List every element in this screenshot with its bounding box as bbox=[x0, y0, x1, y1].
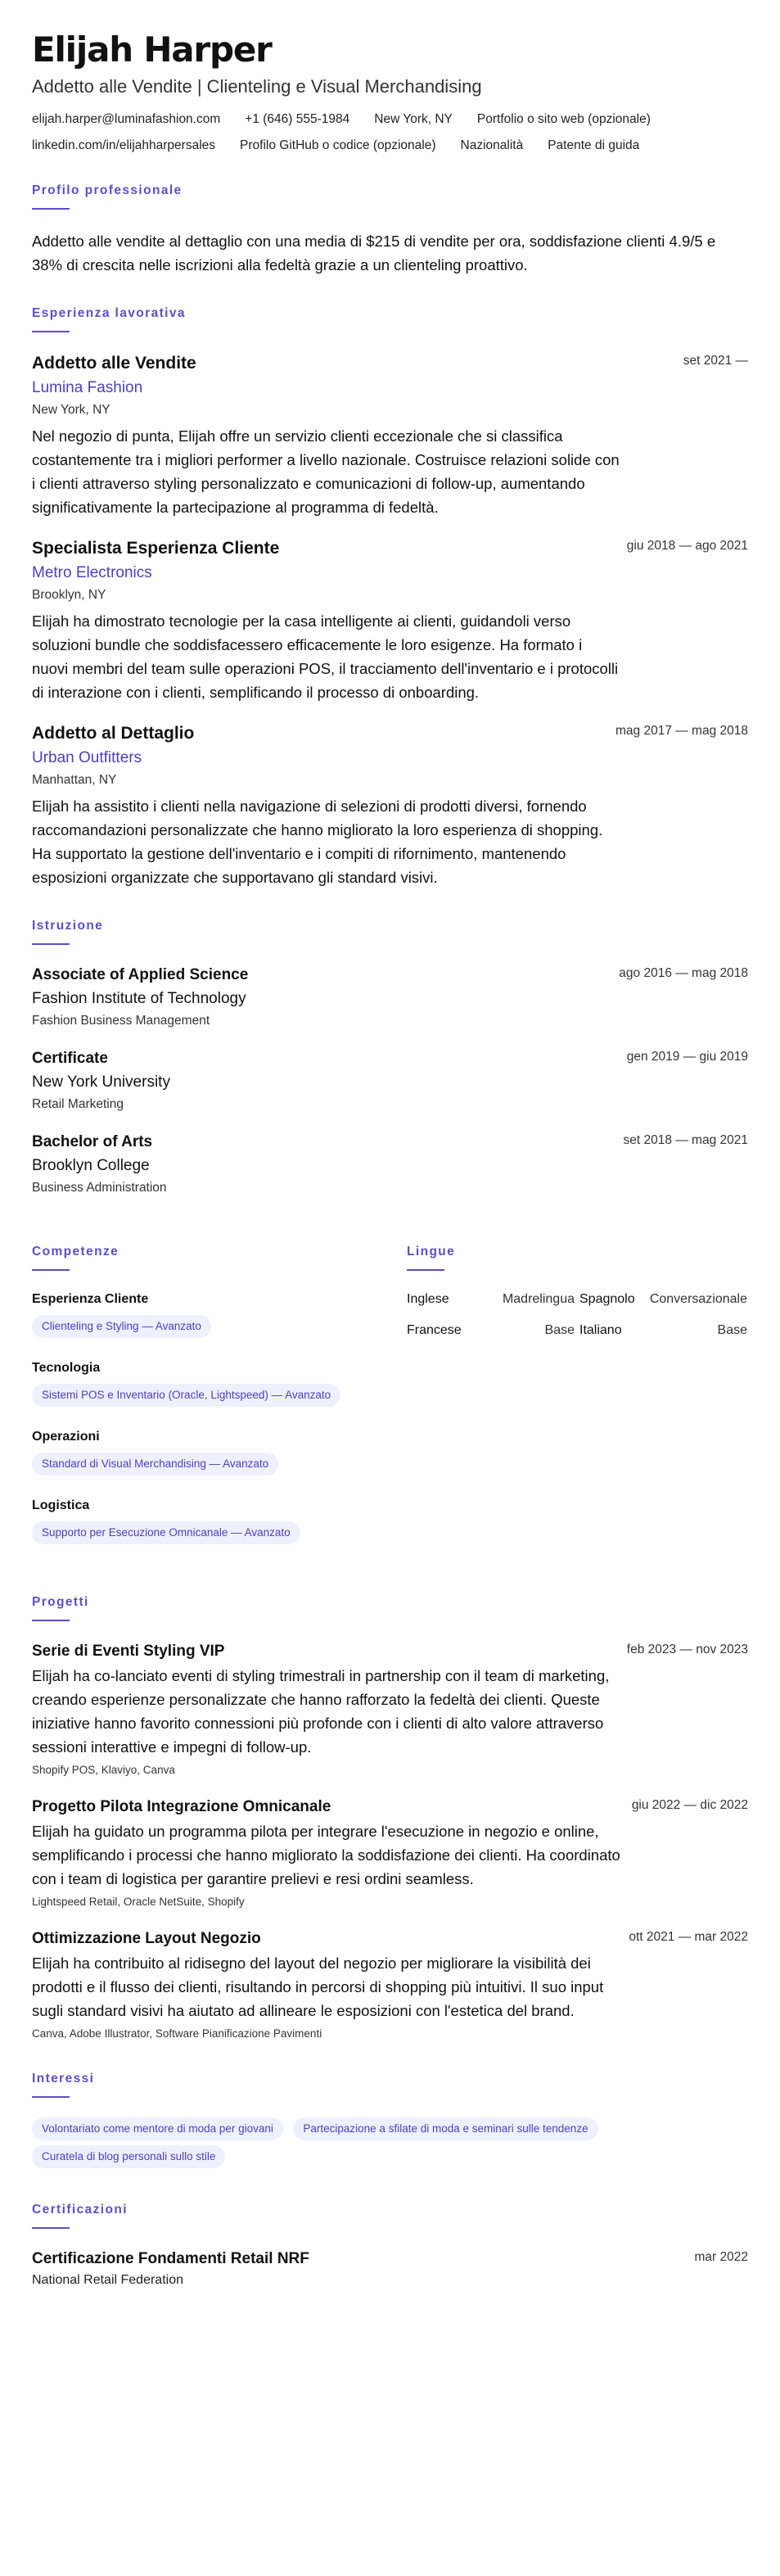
skill-tag: Supporto per Esecuzione Omnicanale — Avanzato bbox=[32, 1521, 300, 1544]
edu-dates: gen 2019 — giu 2019 bbox=[626, 1050, 748, 1064]
job-dates: set 2021 — bbox=[683, 354, 748, 368]
edu-school: New York University bbox=[32, 1073, 170, 1091]
job-title: Specialista Esperienza Cliente bbox=[32, 539, 280, 558]
contact-license: Patente di guida bbox=[548, 138, 640, 152]
edu-degree: Associate of Applied Science bbox=[32, 966, 249, 983]
job-location: New York, NY bbox=[32, 403, 110, 417]
interest-tag: Curatela di blog personali sullo stile bbox=[32, 2145, 225, 2168]
skill-group bbox=[32, 1290, 374, 1343]
job-dates: mag 2017 — mag 2018 bbox=[615, 724, 748, 738]
job-description: Elijah ha assistito i clienti nella navigazione di selezioni di prodotti diversi, fornendo raccomandazioni personalizzate che hanno migliorato la loro esperienza di shopping. Ha supportato la gestione dell'inventario e i compiti di rifornimento, mantenendo esposizioni organizzate che supportavano gli standard visivi. bbox=[32, 798, 603, 886]
edu-degree: Bachelor of Arts bbox=[32, 1133, 153, 1150]
project-title: Progetto Pilota Integrazione Omnicanale bbox=[32, 1798, 331, 1815]
project-entry bbox=[32, 1641, 748, 1778]
certification-entry bbox=[32, 2248, 748, 2289]
section-divider bbox=[32, 1620, 70, 1621]
skill-category: Esperienza Cliente bbox=[32, 1292, 149, 1306]
section-divider bbox=[32, 943, 70, 945]
contact-nationality: Nazionalità bbox=[460, 138, 524, 152]
language-item bbox=[579, 1290, 747, 1308]
section-heading-education: Istruzione bbox=[32, 919, 104, 933]
skill-tag: Standard di Visual Merchandising — Avanzato bbox=[32, 1453, 278, 1476]
language-name: Inglese bbox=[407, 1292, 449, 1306]
section-divider bbox=[32, 331, 70, 332]
section-heading-skills: Competenze bbox=[32, 1245, 119, 1259]
candidate-name: Elijah Harper bbox=[32, 29, 272, 70]
project-dates: giu 2022 — dic 2022 bbox=[631, 1798, 748, 1812]
language-level: Conversazionale bbox=[649, 1292, 747, 1306]
education-entry bbox=[32, 965, 748, 1030]
section-divider bbox=[32, 2096, 70, 2098]
candidate-title: Addetto alle Vendite | Clienteling e Visual Merchandising bbox=[32, 76, 482, 97]
certification-date: mar 2022 bbox=[694, 2250, 748, 2264]
language-item bbox=[407, 1322, 575, 1340]
certification-issuer: National Retail Federation bbox=[32, 2273, 183, 2287]
project-description: Elijah ha guidato un programma pilota per integrare l'esecuzione in negozio e online, semplificando i processi che hanno migliorato la soddisfazione dei clienti. Ha coordinato con i team di logistica per garantire prelievi e resi ordini seamless. bbox=[32, 1823, 620, 1887]
certification-title: Certificazione Fondamenti Retail NRF bbox=[32, 2250, 309, 2267]
edu-school: Brooklyn College bbox=[32, 1157, 150, 1174]
education-entry bbox=[32, 1132, 748, 1197]
skill-group bbox=[32, 1359, 374, 1412]
project-entry bbox=[32, 1928, 748, 2042]
experience-entry bbox=[32, 352, 748, 519]
experience-entry bbox=[32, 722, 748, 889]
education-entry bbox=[32, 1048, 748, 1114]
project-title: Serie di Eventi Styling VIP bbox=[32, 1643, 225, 1660]
interests-list bbox=[32, 2117, 748, 2173]
skill-group bbox=[32, 1497, 374, 1549]
edu-dates: set 2018 — mag 2021 bbox=[623, 1133, 748, 1147]
contact-github[interactable]: Profilo GitHub o codice (opzionale) bbox=[240, 138, 436, 152]
skill-category: Operazioni bbox=[32, 1430, 100, 1444]
job-location: Manhattan, NY bbox=[32, 773, 117, 787]
edu-field: Fashion Business Management bbox=[32, 1014, 210, 1028]
project-description: Elijah ha contribuito al ridisegno del layout del negozio per migliorare la visibilità dei prodotti e il flusso dei clienti, risultando in percorsi di shopping più intuitivi. Il suo input sugli standard visivi ha aiutato ad allineare le esposizioni con l'estetica del brand. bbox=[32, 1955, 604, 2019]
section-divider bbox=[407, 1269, 444, 1271]
contact-row bbox=[32, 138, 748, 154]
contact-phone[interactable]: +1 (646) 555-1984 bbox=[245, 112, 350, 126]
section-heading-interests: Interessi bbox=[32, 2072, 95, 2086]
contact-block bbox=[32, 111, 748, 154]
job-description: Elijah ha dimostrato tecnologie per la casa intelligente ai clienti, guidandoli verso soluzioni bundle che soddisfacessero efficacemente le loro esigenze. Ha formato i nuovi membri del team sulle operazioni POS, il tracciamento dell'inventario e i protocolli di interazione con i clienti, semplificando il processo di onboarding. bbox=[32, 612, 619, 701]
edu-field: Business Administration bbox=[32, 1181, 167, 1195]
project-description: Elijah ha co-lanciato eventi di styling trimestrali in partnership con il team di marketing, creando esperienze personalizzate che hanno rafforzato la fedeltà dei clienti. Queste iniziative hanno favorito connessioni più profonde con i clienti di alto valore attraverso sessioni interattive e impegni di follow-up. bbox=[32, 1667, 610, 1756]
project-entry bbox=[32, 1796, 748, 1910]
profile-summary: Addetto alle vendite al dettaglio con una media di $215 di vendite per ora, soddisfazione clienti 4.9/5 e 38% di crescita nelle iscrizioni alla fedeltà grazie a un clienteling proattivo. bbox=[32, 233, 716, 273]
interest-tag: Volontariato come mentore di moda per giovani bbox=[32, 2117, 283, 2140]
section-divider bbox=[32, 2227, 70, 2229]
skill-tag: Clienteling e Styling — Avanzato bbox=[32, 1315, 211, 1338]
job-dates: giu 2018 — ago 2021 bbox=[626, 539, 748, 553]
project-tech: Shopify POS, Klaviyo, Canva bbox=[32, 1764, 175, 1776]
edu-degree: Certificate bbox=[32, 1050, 108, 1067]
project-tech: Canva, Adobe Illustrator, Software Pianificazione Pavimenti bbox=[32, 2027, 322, 2040]
contact-row bbox=[32, 111, 748, 128]
skill-tag: Sistemi POS e Inventario (Oracle, Lightspeed) — Avanzato bbox=[32, 1384, 340, 1407]
job-title: Addetto alle Vendite bbox=[32, 354, 196, 373]
section-divider bbox=[32, 208, 70, 210]
skills-column bbox=[32, 1215, 374, 1566]
skill-category: Logistica bbox=[32, 1498, 90, 1512]
edu-school: Fashion Institute of Technology bbox=[32, 990, 246, 1007]
job-location: Brooklyn, NY bbox=[32, 588, 106, 602]
section-heading-projects: Progetti bbox=[32, 1595, 89, 1609]
section-heading-certifications: Certificazioni bbox=[32, 2203, 128, 2217]
job-company: Lumina Fashion bbox=[32, 379, 143, 396]
project-dates: ott 2021 — mar 2022 bbox=[629, 1930, 748, 1944]
language-level: Base bbox=[717, 1323, 747, 1337]
language-name: Italiano bbox=[579, 1323, 622, 1337]
skill-group bbox=[32, 1428, 374, 1480]
skills-languages-columns bbox=[32, 1215, 748, 1566]
contact-portfolio[interactable]: Portfolio o sito web (opzionale) bbox=[476, 112, 651, 126]
project-tech: Lightspeed Retail, Oracle NetSuite, Shopify bbox=[32, 1896, 245, 1908]
job-title: Addetto al Dettaglio bbox=[32, 724, 195, 743]
contact-linkedin[interactable]: linkedin.com/in/elijahharpersales bbox=[32, 138, 216, 152]
language-item bbox=[407, 1290, 575, 1308]
section-divider bbox=[32, 1269, 70, 1271]
project-dates: feb 2023 — nov 2023 bbox=[626, 1643, 748, 1656]
language-item bbox=[579, 1322, 747, 1340]
job-company: Urban Outfitters bbox=[32, 749, 142, 766]
skill-category: Tecnologia bbox=[32, 1361, 101, 1375]
section-heading-languages: Lingue bbox=[407, 1245, 456, 1259]
language-row bbox=[407, 1322, 747, 1340]
languages-column bbox=[407, 1215, 747, 1566]
contact-email[interactable]: elijah.harper@luminafashion.com bbox=[32, 112, 221, 126]
language-level: Madrelingua bbox=[502, 1292, 575, 1306]
experience-entry bbox=[32, 537, 748, 704]
section-heading-profile: Profilo professionale bbox=[32, 183, 183, 197]
project-title: Ottimizzazione Layout Negozio bbox=[32, 1930, 261, 1947]
job-description: Nel negozio di punta, Elijah offre un servizio clienti eccezionale che si classifica costantemente tra i migliori performer a livello nazionale. Costruisce relazioni solide con i clienti attraverso styling personalizzato e comunicazioni di follow-up, aumentando significativamente la partecipazione al programma di fedeltà. bbox=[32, 427, 620, 516]
language-row bbox=[407, 1290, 747, 1308]
language-name: Francese bbox=[407, 1323, 462, 1337]
edu-field: Retail Marketing bbox=[32, 1097, 124, 1111]
section-heading-experience: Esperienza lavorativa bbox=[32, 306, 186, 320]
contact-location: New York, NY bbox=[374, 112, 453, 126]
job-company: Metro Electronics bbox=[32, 564, 152, 581]
language-name: Spagnolo bbox=[579, 1292, 635, 1306]
language-level: Base bbox=[544, 1323, 575, 1337]
interest-tag: Partecipazione a sfilate di moda e seminari sulle tendenze bbox=[293, 2117, 597, 2140]
edu-dates: ago 2016 — mag 2018 bbox=[619, 966, 748, 980]
